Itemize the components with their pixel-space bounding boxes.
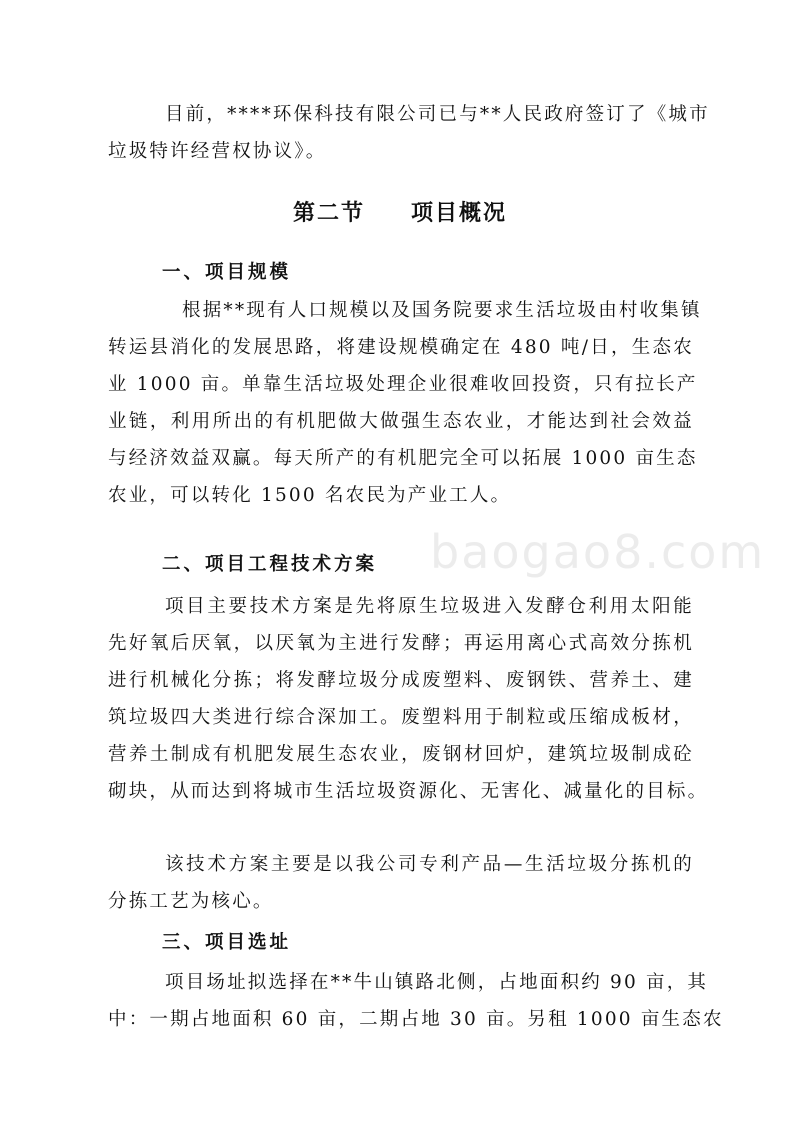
watermark: baogao8.com bbox=[430, 525, 766, 579]
text-line: 垃圾特许经营权协议》。 bbox=[108, 141, 327, 162]
tech-paragraph-2 bbox=[108, 846, 694, 920]
text-line: 进行机械化分拣；将发酵垃圾分成废塑料、废钢铁、营养土、建 bbox=[108, 670, 694, 691]
heading-project-scale: 一、项目规模 bbox=[162, 262, 292, 283]
text-line: 砌块，从而达到将城市生活垃圾资源化、无害化、减量化的目标。 bbox=[108, 781, 709, 802]
section-name: 项目概况 bbox=[411, 201, 508, 226]
heading-technical-plan: 二、项目工程技术方案 bbox=[162, 554, 378, 575]
text-line: 该技术方案主要是以我公司专利产品—生活垃圾分拣机的 bbox=[165, 854, 694, 875]
text-line: 目前，****环保科技有限公司已与**人民政府签订了《城市 bbox=[165, 104, 710, 125]
text-line: 与经济效益双赢。每天所产的有机肥完全可以拓展 1000 亩生态 bbox=[108, 448, 698, 469]
scale-paragraph bbox=[108, 292, 702, 514]
text-line: 营养土制成有机肥发展生态农业，废钢材回炉，建筑垃圾制成砼 bbox=[108, 744, 694, 765]
text-line: 先好氧后厌氧，以厌氧为主进行发酵；再运用离心式高效分拣机 bbox=[108, 633, 694, 654]
text-line: 农业，可以转化 1500 名农民为产业工人。 bbox=[108, 485, 512, 506]
text-line: 筑垃圾四大类进行综合深加工。废塑料用于制粒或压缩成板材， bbox=[108, 707, 694, 728]
heading-site-selection: 三、项目选址 bbox=[162, 932, 292, 953]
text-line: 项目场址拟选择在**牛山镇路北侧，占地面积约 90 亩，其 bbox=[165, 972, 709, 993]
site-paragraph bbox=[108, 964, 724, 1038]
intro-paragraph bbox=[108, 96, 710, 170]
text-line: 项目主要技术方案是先将原生垃圾进入发酵仓利用太阳能 bbox=[165, 596, 694, 617]
text-line: 分拣工艺为核心。 bbox=[108, 891, 274, 912]
section-title bbox=[0, 196, 800, 227]
text-line: 中：一期占地面积 60 亩，二期占地 30 亩。另租 1000 亩生态农 bbox=[108, 1009, 724, 1030]
section-number: 第二节 bbox=[292, 201, 365, 226]
text-line: 根据**现有人口规模以及国务院要求生活垃圾由村收集镇 bbox=[182, 300, 702, 321]
text-line: 业 1000 亩。单靠生活垃圾处理企业很难收回投资，只有拉长产 bbox=[108, 374, 698, 395]
tech-paragraph-1 bbox=[108, 588, 709, 810]
text-line: 业链，利用所出的有机肥做大做强生态农业，才能达到社会效益 bbox=[108, 411, 694, 432]
text-line: 转运县消化的发展思路，将建设规模确定在 480 吨/日，生态农 bbox=[108, 337, 694, 358]
